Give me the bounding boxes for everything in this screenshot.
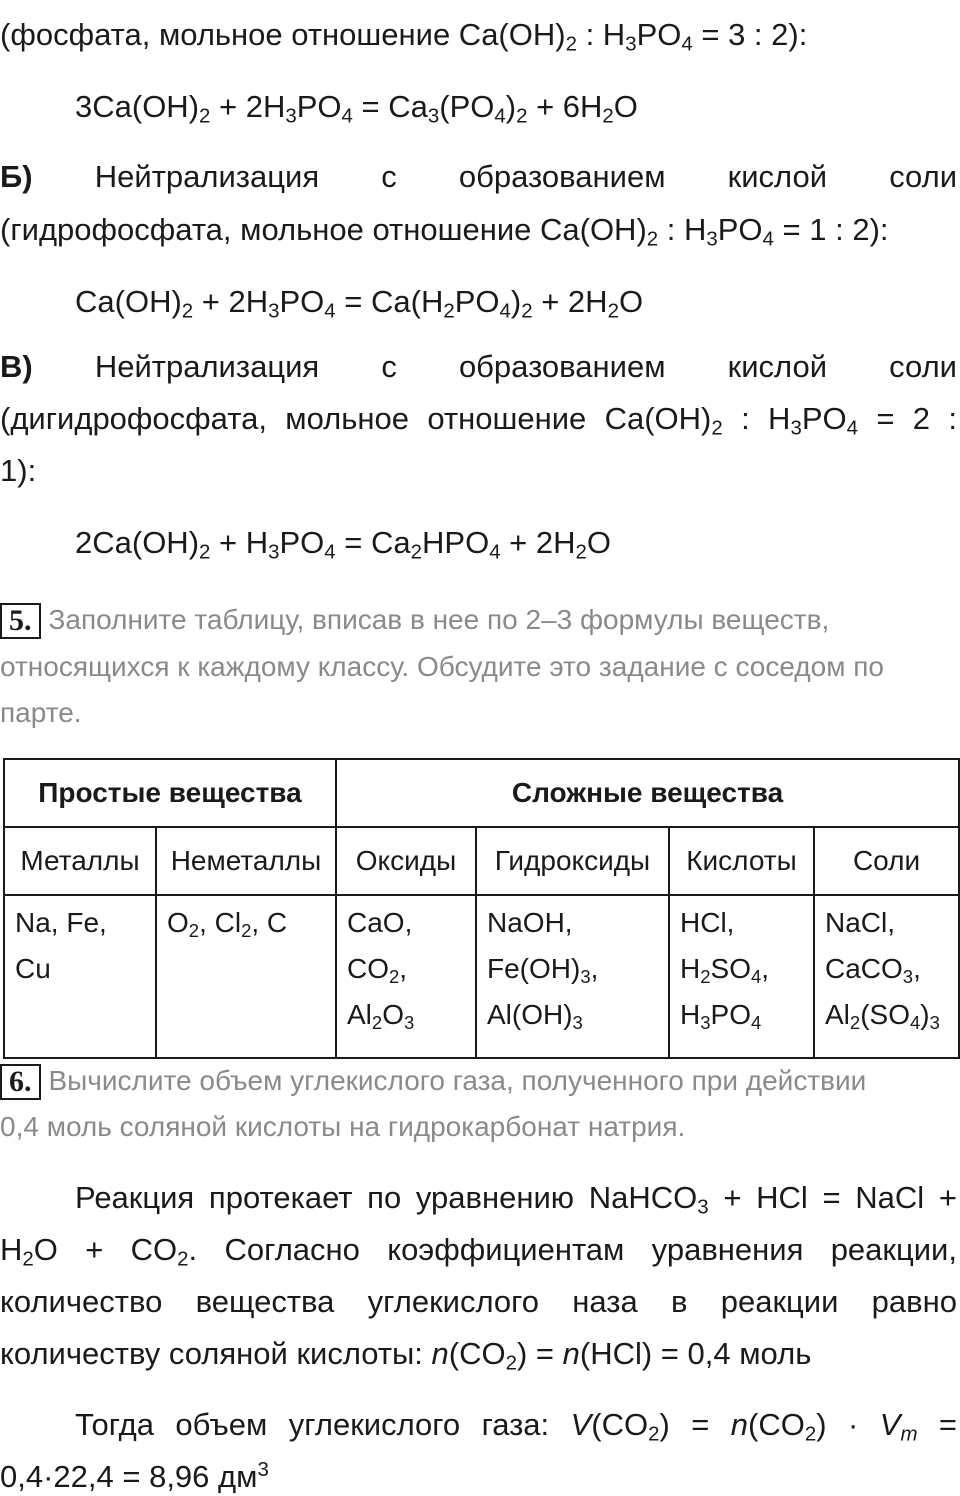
column-header-acids: Кислоты (669, 827, 814, 895)
group-complex-header: Сложные вещества (336, 759, 959, 827)
column-header-hydroxides: Гидроксиды (476, 827, 669, 895)
section-v-word: кислой (727, 349, 828, 384)
section-v-word: с (381, 349, 397, 384)
solution-p2-line2: 0,4·22,4 = 8,96 $дм^3$ (0, 1457, 269, 1494)
section-v-heading (0, 348, 957, 386)
section-b-line2-text: (гидрофосфата, мольное отношение (0, 212, 532, 247)
cell-oxides: CaO, $CO_2$, $Al_2O_3$ (336, 895, 476, 1058)
cell-hydroxides-line: NaOH, (487, 907, 573, 938)
task6-text-line1: Вычислите объем углекислого газа, полученного при действии (48, 1065, 867, 1096)
section-v-line2-text: (дигидрофосфата, мольное отношение (0, 401, 587, 436)
cell-hydroxides: NaOH, $Fe(OH)_3$, $Al(OH)_3$ (476, 895, 669, 1058)
intro-text: (фосфата, мольное отношение (0, 17, 451, 52)
section-b-heading (0, 158, 957, 196)
table-group-row (4, 759, 959, 827)
section-b-word: кислой (727, 159, 828, 194)
cell-acids: HCl, $H_2SO_4$, $H_3PO_4$ (669, 895, 814, 1058)
group-simple-header: Простые вещества (4, 759, 336, 827)
section-v-label: В) (0, 349, 33, 384)
section-v-line3: 1): (0, 453, 37, 488)
solution-p1-line1: Реакция протекает по уравнению NaHCO$_3$ + HCl = NaCl + (75, 1180, 957, 1219)
cell-salts-line: NaCl, (825, 907, 896, 938)
cell-nonmetals: $O_2$, $Cl_2$, C (156, 895, 336, 1058)
section-b-line2: (гидрофосфата, мольное отношение $Ca(OH)_2$ : $H_3PO_4 = 1$ : 2): (0, 212, 889, 251)
task6-text-line2: 0,4 моль соляной кислоты на гидрокарбонат натрия. (0, 1111, 686, 1142)
section-v-line2: (дигидрофосфата, мольное отношение $Ca(OH)_2$ : $H_3PO_4 = 2$ : (0, 401, 957, 440)
section-b-word: Нейтрализация (94, 159, 320, 194)
section-b-word: с (381, 159, 397, 194)
section-b-label: Б) (0, 159, 33, 194)
section-b-word: соли (889, 159, 958, 194)
column-header-metals: Металлы (4, 827, 156, 895)
section-v-word: Нейтрализация (94, 349, 320, 384)
table-row (4, 895, 959, 1058)
solution-p1-line2: $H_2O + CO_2$. Согласно коэффициентам уравнения реакции, (0, 1232, 957, 1271)
task6-number: 6. (0, 1064, 41, 1100)
equation-b: $Ca(OH)_2 + 2H_3PO_4 = Ca(H_2PO_4)_2 + 2H_2O$ (75, 284, 644, 323)
solution-p1-line3: количество вещества углекислого наза в реакции равно (0, 1284, 957, 1319)
cell-salts: NaCl, CaCO$_3$, $Al_2(SO_4)_3$ (814, 895, 959, 1058)
cell-metals (4, 895, 156, 1058)
task5-text-line2: относящихся к каждому классу. Обсудите это задание с соседом по (0, 651, 884, 682)
intro-line-phosphate: (фосфата, мольное отношение $Ca(OH)_2$ : $H_3PO_4 = 3$ : 2): (0, 17, 808, 56)
column-header-oxides: Оксиды (336, 827, 476, 895)
task6-line1 (0, 1064, 960, 1100)
task5-text-line3: парте. (0, 697, 82, 728)
cell-metals-text: Na, Fe, Cu (15, 907, 107, 984)
cell-acids-line: HCl, (680, 907, 735, 938)
section-b-word: образованием (458, 159, 666, 194)
equation-a: $3Ca(OH)_2 + 2H_3PO_4 = Ca_3(PO_4)_2 + 6H_2O$ (75, 89, 638, 128)
solution-p1-line4: количеству соляной кислоты: $n(CO_2) = n(HCl) = 0,4$ моль (0, 1336, 812, 1375)
equation-v: $2Ca(OH)_2 + H_3PO_4 = Ca_2HPO_4 + 2H_2O$ (75, 525, 612, 564)
column-header-nonmetals: Неметаллы (156, 827, 336, 895)
section-v-word: образованием (458, 349, 666, 384)
task5-number: 5. (0, 603, 41, 639)
solution-p2-line1: Тогда объем углекислого газа: $V(CO_2) = n(CO_2) \cdot V_m$ = (75, 1407, 958, 1446)
table-header-row (4, 827, 959, 895)
section-v-word: соли (889, 349, 957, 384)
cell-oxides-line: CaO, (347, 907, 413, 938)
substances-table (3, 758, 960, 1059)
task5-text-line1: Заполните таблицу, вписав в нее по 2–3 формулы веществ, (48, 604, 830, 635)
task5-line1 (0, 603, 960, 639)
column-header-salts: Соли (814, 827, 959, 895)
